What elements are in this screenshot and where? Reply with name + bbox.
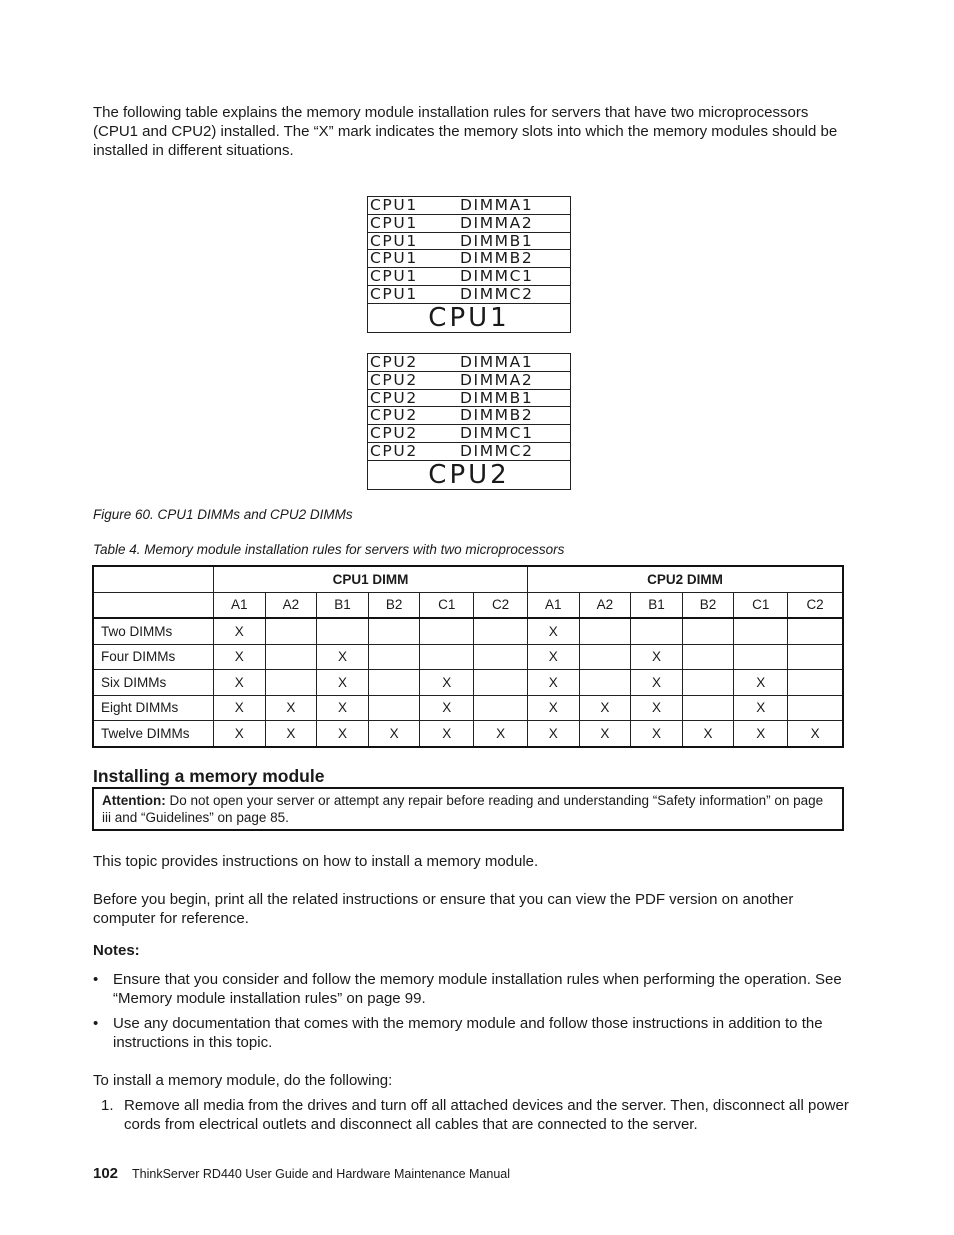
row-label: Six DIMMs xyxy=(93,670,214,696)
table-cell: X xyxy=(214,618,266,644)
table-cell xyxy=(682,644,734,670)
table-cell: X xyxy=(317,721,369,747)
table-cell: X xyxy=(527,644,579,670)
table-cell xyxy=(682,695,734,721)
attention-notice xyxy=(92,787,844,831)
table-row xyxy=(93,721,843,747)
dimm-slot-label: CPU2 DIMMA1 xyxy=(368,354,570,372)
cpu1-label: CPU1 xyxy=(428,302,510,333)
column-header: C2 xyxy=(788,592,843,618)
table-group-header-row xyxy=(93,566,843,592)
table-cell: X xyxy=(734,695,788,721)
table-cell xyxy=(368,644,420,670)
column-header: C1 xyxy=(734,592,788,618)
table-corner-cell xyxy=(93,566,214,592)
column-header: A1 xyxy=(214,592,266,618)
before-you-begin-paragraph: Before you begin, print all the related instructions or ensure that you can view the PDF version on another computer for reference. xyxy=(93,891,794,927)
table-row xyxy=(93,695,843,721)
table-cell xyxy=(788,695,843,721)
table-cell: X xyxy=(214,695,266,721)
table-cell: X xyxy=(265,695,317,721)
page-footer xyxy=(93,1165,510,1182)
table-cell xyxy=(682,670,734,696)
table-cell: X xyxy=(214,644,266,670)
table-cell xyxy=(734,644,788,670)
table-cell xyxy=(420,618,474,644)
table-cell xyxy=(420,644,474,670)
page-number: 102 xyxy=(93,1165,119,1182)
intro-paragraph: The following table explains the memory module installation rules for servers that have two microprocessors (CPU1 and CPU2) installed. The “X” mark indicates the memory slots into which the memory modules should be installed in different situations. xyxy=(93,104,838,159)
attention-text: Do not open your server or attempt any repair before reading and understanding “Safety information” on page iii and “Guidelines” on page 85. xyxy=(102,793,824,825)
table-cell: X xyxy=(788,721,843,747)
table-row xyxy=(93,644,843,670)
table-cell: X xyxy=(474,721,528,747)
table-column-header-row xyxy=(93,592,843,618)
table-cell: X xyxy=(527,670,579,696)
bullet-glyph: • xyxy=(93,1015,99,1032)
table-cell: X xyxy=(420,695,474,721)
table-cell: X xyxy=(734,721,788,747)
table-cell xyxy=(317,618,369,644)
table-cell xyxy=(788,618,843,644)
table-cell: X xyxy=(631,695,683,721)
table-cell: X xyxy=(631,721,683,747)
topic-paragraph: This topic provides instructions on how to install a memory module. xyxy=(93,853,539,870)
table-cell: X xyxy=(527,695,579,721)
row-label: Eight DIMMs xyxy=(93,695,214,721)
dimm-slot-label: CPU1 DIMMC1 xyxy=(368,268,570,286)
table-cell xyxy=(579,644,631,670)
table-cell: X xyxy=(527,721,579,747)
memory-rules-table xyxy=(92,565,844,748)
table-cell xyxy=(265,618,317,644)
table-cell xyxy=(474,644,528,670)
table-cell: X xyxy=(631,644,683,670)
table-cell: X xyxy=(734,670,788,696)
table-cell xyxy=(788,670,843,696)
cpu2-group-header: CPU2 DIMM xyxy=(527,566,843,592)
bullet-glyph: • xyxy=(93,971,99,988)
dimm-slot-label: CPU2 DIMMC2 xyxy=(368,443,570,461)
table-cell xyxy=(265,670,317,696)
column-header: B1 xyxy=(317,592,369,618)
column-header: B2 xyxy=(682,592,734,618)
table-cell: X xyxy=(368,721,420,747)
table-cell: X xyxy=(265,721,317,747)
table-cell xyxy=(631,618,683,644)
table-cell: X xyxy=(420,670,474,696)
table-caption: Table 4. Memory module installation rules for servers with two microprocessors xyxy=(93,542,565,557)
table-corner-cell xyxy=(93,592,214,618)
table-cell: X xyxy=(214,670,266,696)
table-cell: X xyxy=(527,618,579,644)
attention-label: Attention: xyxy=(102,793,166,808)
row-label: Two DIMMs xyxy=(93,618,214,644)
cpu2-dimm-diagram xyxy=(367,353,571,490)
dimm-slot-label: CPU1 DIMMC2 xyxy=(368,286,570,304)
dimm-slot-label: CPU2 DIMMC1 xyxy=(368,425,570,443)
figure-caption: Figure 60. CPU1 DIMMs and CPU2 DIMMs xyxy=(93,507,353,522)
row-label: Four DIMMs xyxy=(93,644,214,670)
column-header: B1 xyxy=(631,592,683,618)
table-cell xyxy=(579,618,631,644)
dimm-slot-label: CPU1 DIMMB2 xyxy=(368,250,570,268)
dimm-slot-label: CPU2 DIMMA2 xyxy=(368,372,570,390)
table-cell xyxy=(368,670,420,696)
procedure-step xyxy=(101,1096,853,1134)
note-item xyxy=(93,1014,853,1052)
table-cell xyxy=(368,618,420,644)
notes-label: Notes: xyxy=(93,942,140,959)
table-cell: X xyxy=(317,670,369,696)
column-header: A2 xyxy=(265,592,317,618)
column-header: C1 xyxy=(420,592,474,618)
dimm-slot-label: CPU1 DIMMA1 xyxy=(368,197,570,215)
table-cell xyxy=(682,618,734,644)
table-cell xyxy=(265,644,317,670)
table-body xyxy=(93,618,843,747)
table-cell xyxy=(579,670,631,696)
column-header: A2 xyxy=(579,592,631,618)
table-cell xyxy=(474,618,528,644)
table-cell: X xyxy=(420,721,474,747)
row-label: Twelve DIMMs xyxy=(93,721,214,747)
column-header: A1 xyxy=(527,592,579,618)
dimm-slot-label: CPU1 DIMMB1 xyxy=(368,233,570,251)
step-text: Remove all media from the drives and turn off all attached devices and the server. Then, disconnect all power cords from electrical outlets and disconnect all cables that are connected to the server. xyxy=(124,1097,849,1133)
cpu1-group-header: CPU1 DIMM xyxy=(214,566,528,592)
table-cell: X xyxy=(214,721,266,747)
column-header: C2 xyxy=(474,592,528,618)
table-cell xyxy=(474,670,528,696)
dimm-slot-label: CPU2 DIMMB1 xyxy=(368,390,570,408)
table-cell: X xyxy=(317,695,369,721)
table-cell xyxy=(788,644,843,670)
cpu2-label: CPU2 xyxy=(428,459,510,490)
table-cell xyxy=(474,695,528,721)
step-number: 1. xyxy=(101,1097,114,1114)
table-cell xyxy=(368,695,420,721)
document-title: ThinkServer RD440 User Guide and Hardware Maintenance Manual xyxy=(132,1167,510,1181)
cpu1-dimm-diagram xyxy=(367,196,571,333)
table-row xyxy=(93,618,843,644)
table-cell: X xyxy=(631,670,683,696)
dimm-slot-label: CPU2 DIMMB2 xyxy=(368,407,570,425)
table-cell: X xyxy=(682,721,734,747)
dimm-slot-label: CPU1 DIMMA2 xyxy=(368,215,570,233)
table-row xyxy=(93,670,843,696)
table-cell xyxy=(734,618,788,644)
column-header: B2 xyxy=(368,592,420,618)
table-cell: X xyxy=(317,644,369,670)
note-item xyxy=(93,970,853,1008)
section-heading: Installing a memory module xyxy=(93,766,325,786)
table-cell: X xyxy=(579,695,631,721)
note-text: Ensure that you consider and follow the memory module installation rules when performing the operation. See “Memory module installation rules” on page 99. xyxy=(113,971,842,1007)
procedure-intro: To install a memory module, do the following: xyxy=(93,1072,393,1089)
table-cell: X xyxy=(579,721,631,747)
note-text: Use any documentation that comes with the memory module and follow those instructions in addition to the instructions in this topic. xyxy=(113,1015,823,1051)
